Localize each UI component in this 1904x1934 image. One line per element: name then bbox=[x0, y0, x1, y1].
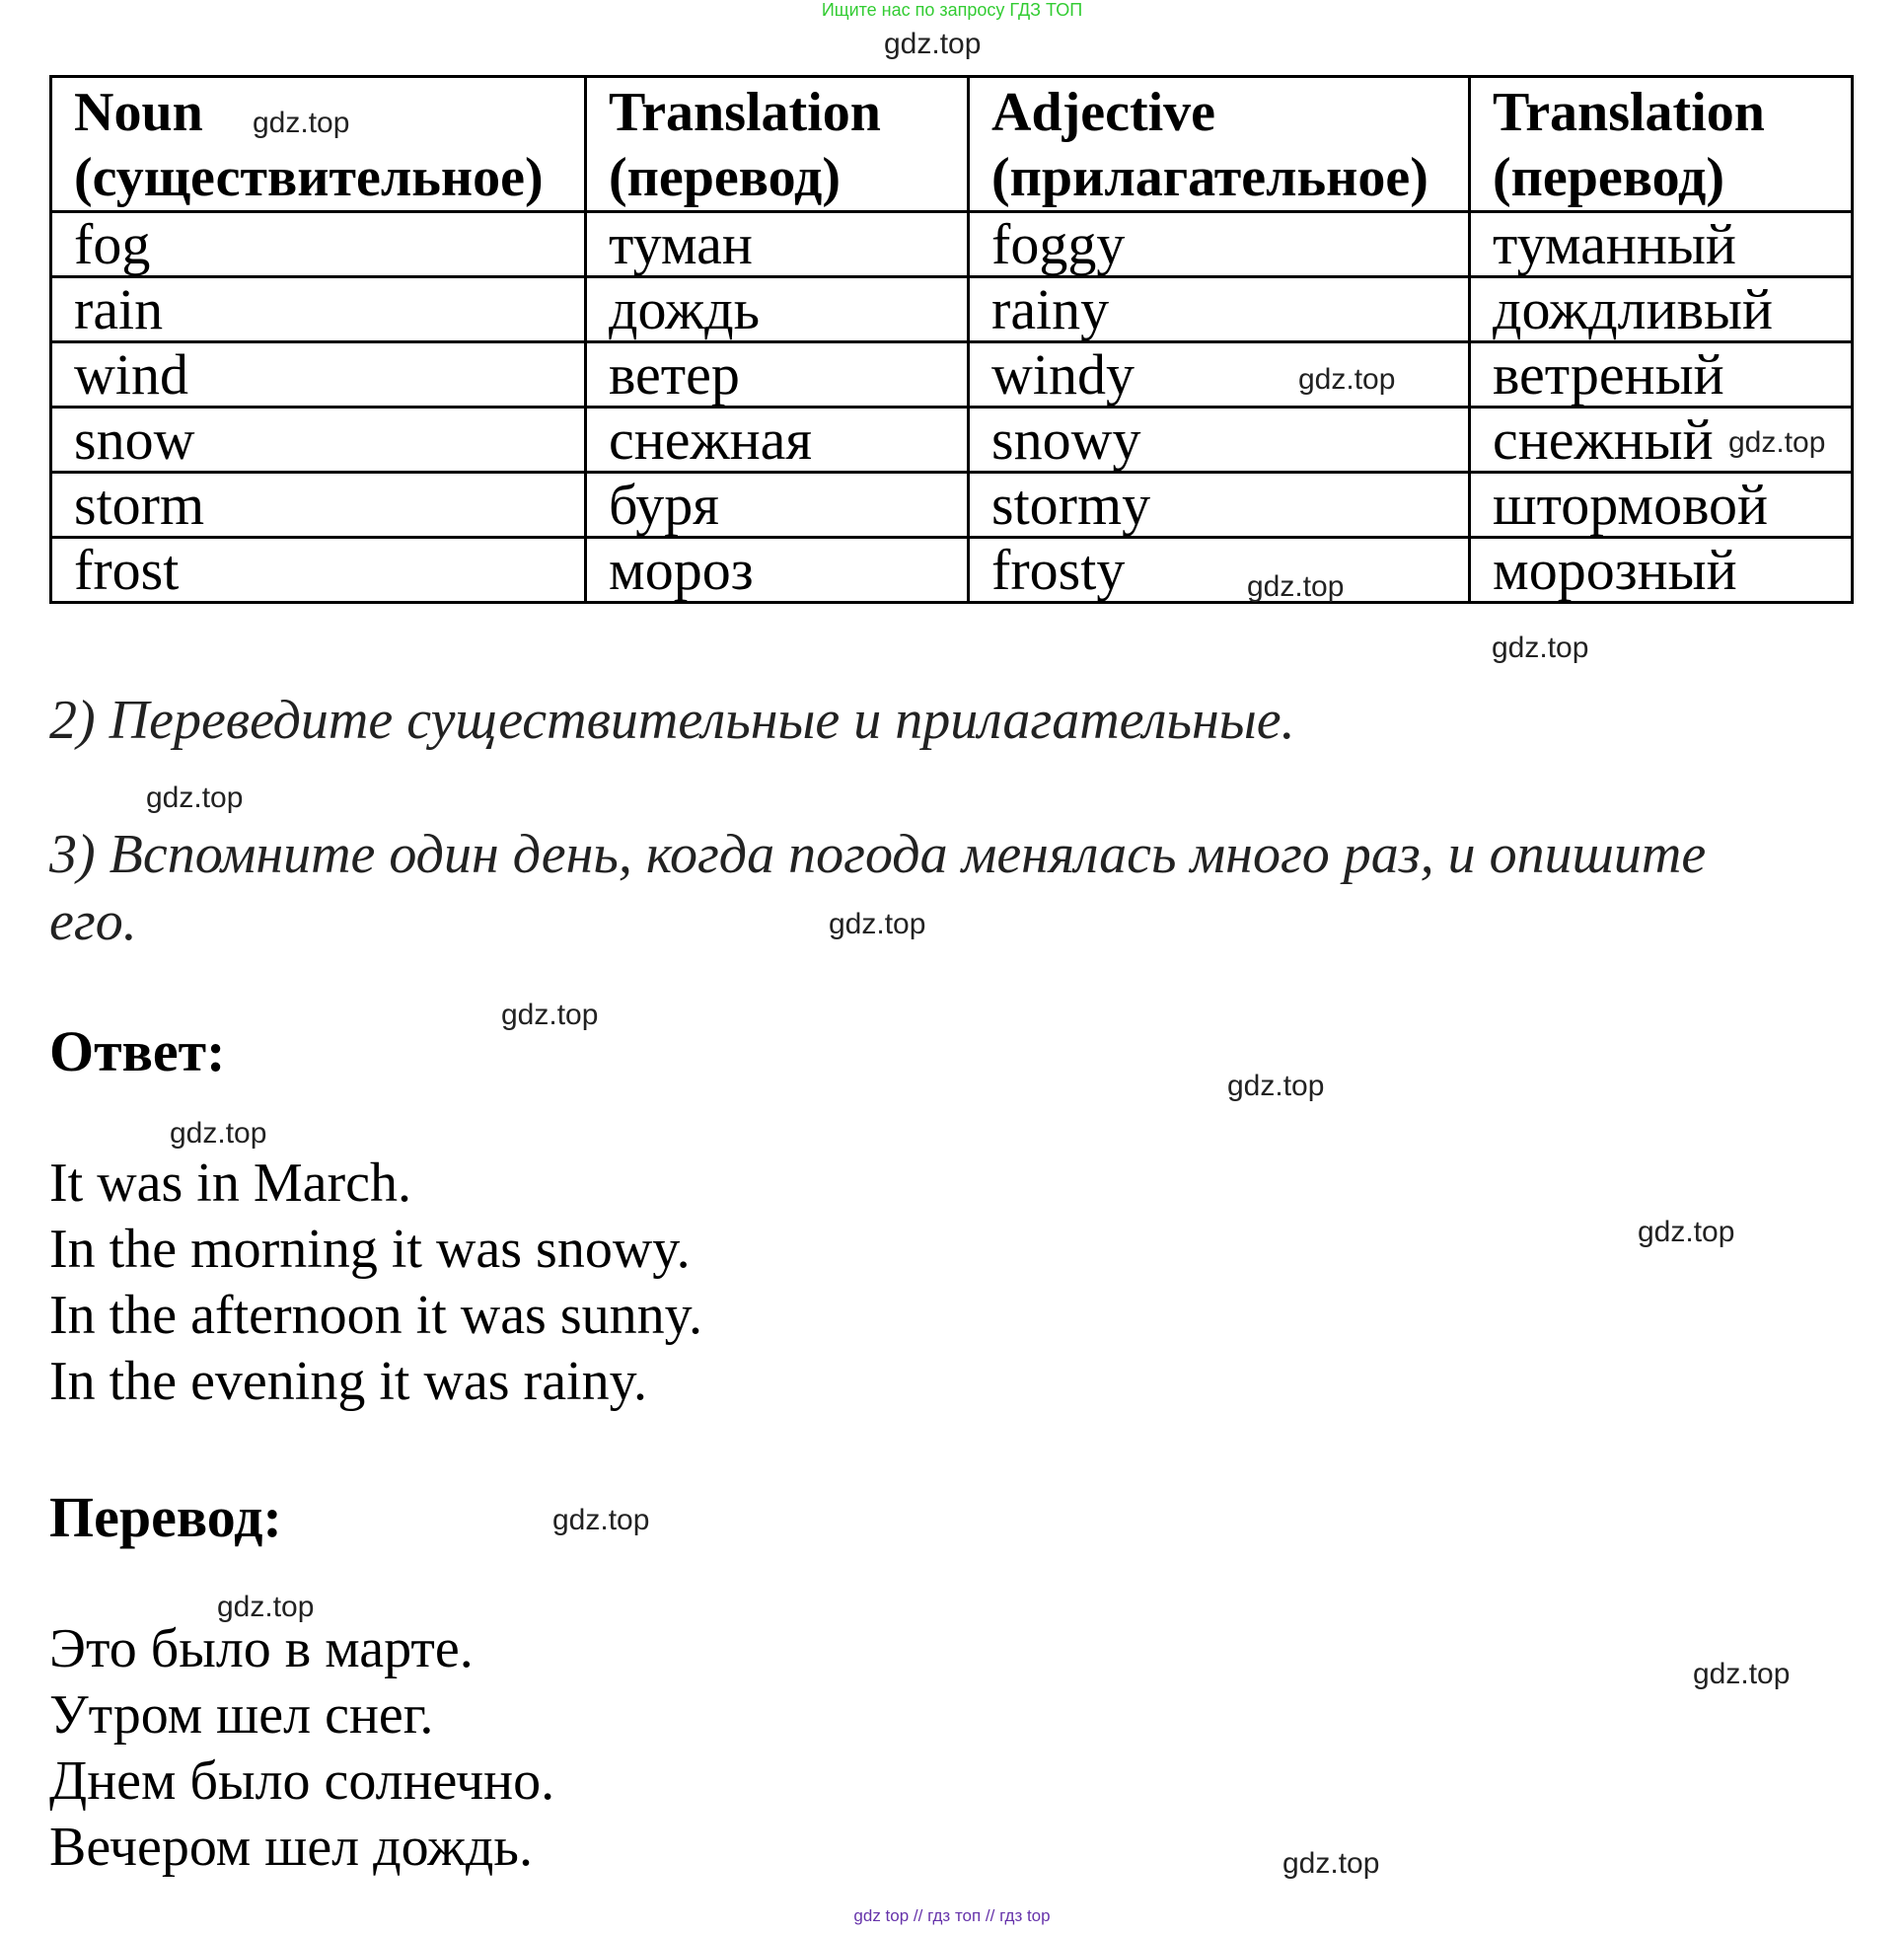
watermark: gdz.top bbox=[829, 908, 926, 940]
noun-cell: frost bbox=[51, 538, 586, 603]
watermark: gdz.top bbox=[1227, 1070, 1325, 1102]
top-banner[interactable]: Ищите нас по запросу ГДЗ ТОП bbox=[821, 0, 1083, 20]
adjective-translation-cell: дождливый bbox=[1470, 277, 1853, 342]
noun-cell: rain bbox=[51, 277, 586, 342]
translation-line: Это было в марте. bbox=[49, 1618, 474, 1679]
watermark: gdz.top bbox=[1247, 570, 1345, 603]
noun-cell: wind bbox=[51, 342, 586, 408]
watermark: gdz.top bbox=[884, 28, 982, 60]
watermark: gdz.top bbox=[1728, 426, 1826, 459]
vocabulary-table bbox=[49, 75, 1854, 604]
answer-line: In the morning it was snowy. bbox=[49, 1219, 691, 1280]
adjective-cell: foggy bbox=[969, 212, 1470, 277]
table-row bbox=[51, 212, 1853, 277]
adjective-cell: frosty bbox=[969, 538, 1470, 603]
translation-line: Вечером шел дождь. bbox=[49, 1817, 533, 1878]
noun-translation-cell: дождь bbox=[586, 277, 969, 342]
noun-cell: storm bbox=[51, 473, 586, 538]
noun-translation-cell: туман bbox=[586, 212, 969, 277]
task-2: 2) Переведите существительные и прилагательные. bbox=[49, 690, 1295, 751]
translation-line: Днем было солнечно. bbox=[49, 1750, 555, 1812]
task-3-line-1: 3) Вспомните один день, когда погода менялась много раз, и опишите bbox=[49, 824, 1707, 885]
adjective-translation-cell: ветреный bbox=[1470, 342, 1853, 408]
table-row bbox=[51, 277, 1853, 342]
header-noun: Noun (существительное) bbox=[51, 77, 586, 212]
adjective-translation-cell: штормовой bbox=[1470, 473, 1853, 538]
answer-text bbox=[49, 1151, 702, 1415]
watermark: gdz.top bbox=[170, 1117, 267, 1150]
table-row bbox=[51, 538, 1853, 603]
watermark: gdz.top bbox=[1638, 1216, 1735, 1248]
watermark: gdz.top bbox=[552, 1504, 650, 1536]
watermark: gdz.top bbox=[1298, 363, 1396, 396]
watermark: gdz.top bbox=[217, 1591, 315, 1623]
watermark: gdz.top bbox=[501, 999, 599, 1031]
footer-links[interactable]: gdz top // гдз топ // гдз top bbox=[853, 1906, 1051, 1925]
watermark: gdz.top bbox=[146, 781, 244, 814]
noun-translation-cell: снежная bbox=[586, 408, 969, 473]
adjective-translation-cell: снежный bbox=[1470, 408, 1853, 473]
adjective-translation-cell: морозный bbox=[1470, 538, 1853, 603]
watermark: gdz.top bbox=[1693, 1658, 1791, 1690]
noun-cell: snow bbox=[51, 408, 586, 473]
table-header-row bbox=[51, 77, 1853, 212]
noun-cell: fog bbox=[51, 212, 586, 277]
noun-translation-cell: ветер bbox=[586, 342, 969, 408]
adjective-cell: windy bbox=[969, 342, 1470, 408]
table-row bbox=[51, 473, 1853, 538]
watermark: gdz.top bbox=[1492, 632, 1589, 664]
header-adjective: Adjective (прилагательное) bbox=[969, 77, 1470, 212]
translation-text bbox=[49, 1616, 554, 1881]
watermark: gdz.top bbox=[253, 107, 350, 139]
noun-translation-cell: буря bbox=[586, 473, 969, 538]
header-translation: Translation (перевод) bbox=[586, 77, 969, 212]
adjective-cell: rainy bbox=[969, 277, 1470, 342]
header-translation-adjective: Translation (перевод) bbox=[1470, 77, 1853, 212]
translation-line: Утром шел снег. bbox=[49, 1684, 434, 1746]
table-row bbox=[51, 342, 1853, 408]
task-3-line-2: его. bbox=[49, 891, 137, 952]
answer-line: It was in March. bbox=[49, 1153, 412, 1214]
watermark: gdz.top bbox=[1282, 1847, 1380, 1880]
answer-heading: Ответ: bbox=[49, 1019, 226, 1083]
answer-line: In the afternoon it was sunny. bbox=[49, 1285, 702, 1346]
table-row bbox=[51, 408, 1853, 473]
adjective-cell: stormy bbox=[969, 473, 1470, 538]
translation-heading: Перевод: bbox=[49, 1485, 282, 1549]
noun-translation-cell: мороз bbox=[586, 538, 969, 603]
adjective-translation-cell: туманный bbox=[1470, 212, 1853, 277]
adjective-cell: snowy bbox=[969, 408, 1470, 473]
task-3 bbox=[49, 821, 1706, 955]
answer-line: In the evening it was rainy. bbox=[49, 1351, 647, 1412]
